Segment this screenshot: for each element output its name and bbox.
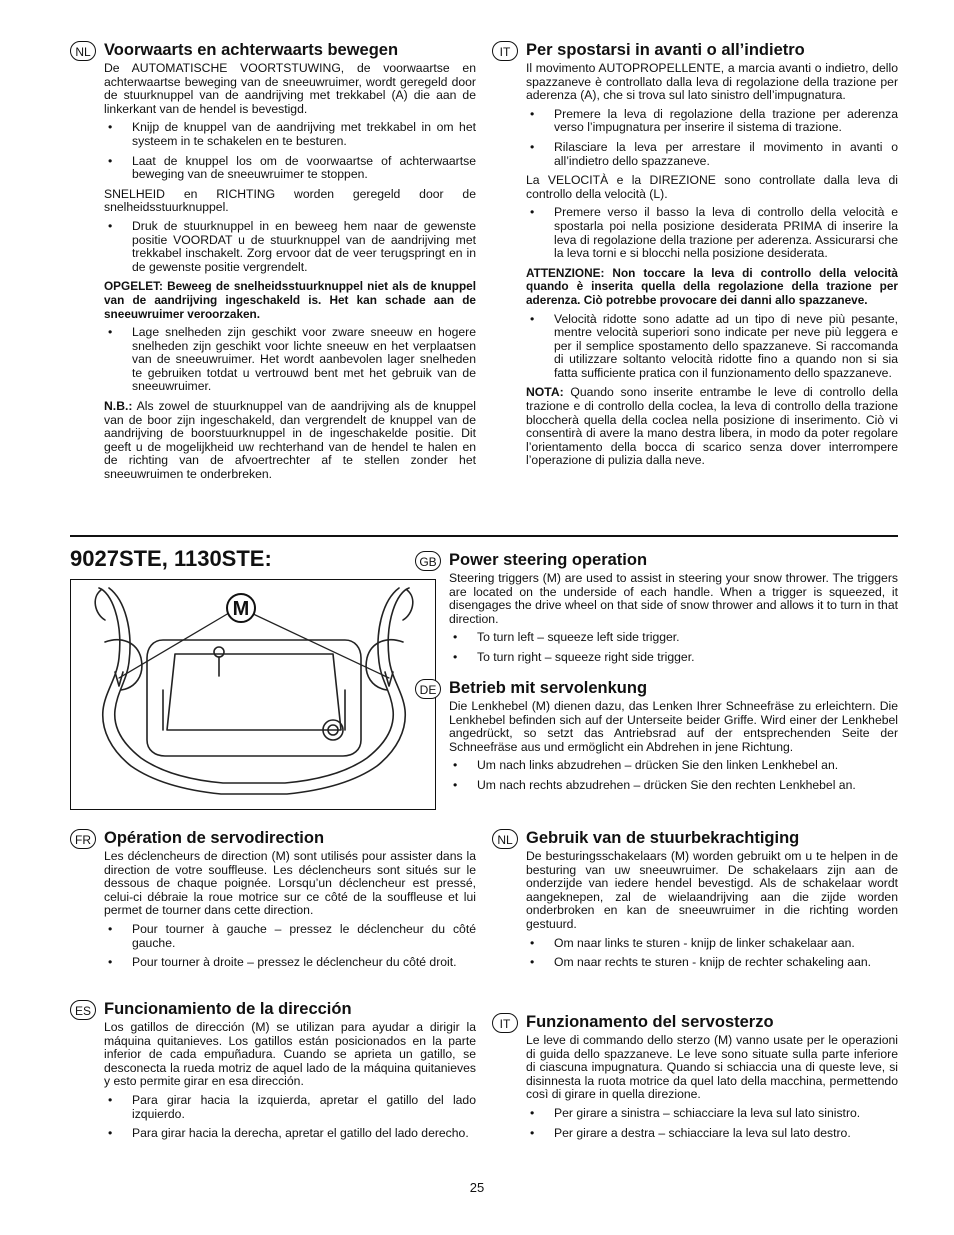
paragraph: Die Lenkhebel (M) dienen dazu, das Lenken Ihrer Schneefräse zu erleichtern. Die Lenkhebel befinden sich auf der Unterseite beider Griffe. Wird einer der Lenkhebel angedrückt, so setzt das Antriebsrad auf der entsprechenden Seite der Schneefräse aus und ermöglicht ein Abdrehen in jene Richtung. [449,699,898,754]
bullet-list [104,220,476,274]
list-item: • Premere verso il basso la leva di controllo della velocità e spostarla poi nella posizione desiderata PRIMA di inserire la leva di regolazione della trazione per aderenza. Assicurarsi che la leva torni e si blocchi nella posizione desiderata. [526,206,898,260]
snow-thrower-handle-illustration [71,580,436,810]
section-gb-power-steering [419,550,898,671]
section-header [497,828,898,850]
list-item: • Om naar links te sturen - knijp de linker schakelaar aan. [526,937,898,951]
steering-trigger-figure [70,579,436,810]
section-header [75,828,476,850]
section-nl-power-steering [497,828,898,976]
section-title: Gebruik van de stuurbekrachtiging [526,829,800,847]
list-item: • Para girar hacia la derecha, apretar el gatillo del lado derecho. [104,1127,476,1141]
section-header [74,999,476,1021]
note-text: Quando sono inserite entrambe le leve di controllo della trazione e di controllo della coclea, la leva di controllo della trazione bloccherà quella della coclea nella posizione di inserimento. Ciò vi consentirà di avere la mano destra libera, in modo da poter regolare l’orientamento della bocca di scarico senza dover interrompere l’operazione di pulizia dalla neve. [526,385,898,468]
section-nl-forward-reverse [75,40,476,487]
list-item: • Pour tourner à droite – pressez le déclencheur du côté droit. [104,956,476,970]
page-number: 25 [469,1180,485,1195]
note-text: Als zowel de stuurknuppel van de aandrijving als de knuppel van de boor zijn ingeschakeld, dan vergrendelt de knuppel van de aandrijving de boorstuurknuppel in de ingeschakelde positie. Dit geeft u de mogelijkheid uw rechterhand van de hendel te halen en de richting van de afvoertrechter af te stellen zonder het sneeuwruimen te onderbreken. [104,399,476,482]
language-badge-it: IT [492,41,518,61]
section-it-forward-reverse [499,40,898,473]
paragraph: La VELOCITÀ e la DIREZIONE sono controllate dalla leva di controllo della velocità (L). [526,173,898,201]
section-title: Per spostarsi in avanti o all’indietro [526,41,805,59]
note-label: NOTA: [526,385,564,400]
list-item: • Per girare a sinistra – schiacciare la leva sul lato sinistro. [526,1107,898,1121]
list-item: • Knijp de knuppel van de aandrijving met trekkabel in om het systeem in te schakelen en te besturen. [104,121,476,148]
section-header [419,678,898,700]
section-title: Opération de servodirection [104,829,325,847]
section-fr-power-steering [75,828,476,976]
bullet-list [104,121,476,181]
bullet-list [526,206,898,260]
paragraph: De besturingsschakelaars (M) worden gebruikt om u te helpen in de besturing van uw sneeuwruimer. De schakelaars zijn aan de onderzijde van iedere hendel bevestigd. Als de schakelaar wordt aangeknepen, zal de wielaandrijving aan die zijde worden onderbroken en kan de sneeuwruimer in die richting worden gestuurd. [526,849,898,931]
section-header [419,550,898,572]
section-title: Funcionamiento de la dirección [104,1000,352,1018]
language-badge-es: ES [70,1000,96,1020]
section-divider [70,535,898,537]
list-item: • Pour tourner à gauche – pressez le déclencheur du côté gauche. [104,923,476,950]
bullet-list [526,108,898,168]
language-badge-nl: NL [492,829,518,849]
section-de-power-steering [419,678,898,799]
section-header [499,1012,898,1034]
list-item: • Om naar rechts te sturen - knijp de rechter schakeling aan. [526,956,898,970]
note-paragraph [526,386,898,468]
note-paragraph [104,400,476,482]
section-header [499,40,898,62]
note-label: N.B.: [104,399,133,414]
bullet-list [104,326,476,394]
paragraph: De AUTOMATISCHE VOORTSTUWING, de voorwaartse en achterwaartse beweging van de sneeuwruimer, wordt geregeld door de stuurknuppel van de aandrijving met trekkabel (A) die aan de linkerkant van de hendel is bevestigd. [104,61,476,116]
list-item: • Velocità ridotte sono adatte ad un tipo di neve più pesante, mentre velocità superiori sono indicate per neve più leggera e per il semplice spostamento dello spazzaneve. Si raccomanda di utilizzare soltanto velocità ridotte fino a quando non si sia fatta sufficiente pratica con il funzionamento dello spazzaneve. [526,313,898,381]
language-badge-gb: GB [415,551,441,571]
list-item: • Para girar hacia la izquierda, apretar el gatillo del lado izquierdo. [104,1094,476,1121]
list-item: • Premere la leva di regolazione della trazione per aderenza verso l’impugnatura per inserire il sistema di trazione. [526,108,898,135]
section-header [75,40,476,62]
list-item: • To turn left – squeeze left side trigger. [449,631,898,645]
section-it-power-steering [499,1012,898,1146]
paragraph: Los gatillos de dirección (M) se utilizan para ayudar a dirigir la máquina quitanieves. Los gatillos están posicionados en la parte inferior de cada empuñadura. Cuando se aprieta un gatillo, se desconecta la rueda motriz de aquel lado de la máquina quitanieves y esto permite girar en esa dirección. [104,1020,476,1089]
warning-text: ATTENZIONE: Non toccare la leva di controllo della velocità quando è inserita quella della regolazione della trazione per aderenza. Ciò potrebbe provocare dei danni allo spazzaneve. [526,265,898,307]
language-badge-fr: FR [70,829,96,849]
list-item: • Um nach links abzudrehen – drücken Sie den linken Lenkhebel an. [449,759,898,773]
list-item: • To turn right – squeeze right side trigger. [449,651,898,665]
bullet-list [449,759,898,792]
list-item: • Lage snelheden zijn geschikt voor zware sneeuw en hogere snelheden zijn geschikt voor lichte sneeuw en het verplaatsen van de sneeuwruimer. Het wordt aanbevolen lager snelheden te gebruiken totdat u vertrouwd bent met het gebruik van de sneeuwruimer. [104,326,476,394]
bullet-list [104,923,476,970]
paragraph: Les déclencheurs de direction (M) sont utilisés pour assister dans la direction de votre souffleuse. Les déclencheurs sont situés sur le dessous de chaque poignée. Lorsqu’un déclencheur est pressé, celui-ci débraie la roue motrice sur ce côté de la souffleuse et lui permet de tourner dans cette direction. [104,849,476,918]
bullet-list [526,937,898,970]
language-badge-it: IT [492,1013,518,1033]
language-badge-de: DE [415,679,441,699]
bullet-list [526,313,898,381]
paragraph: Steering triggers (M) are used to assist in steering your snow thrower. The triggers are located on the underside of each handle. When a trigger is squeezed, it disengages the drive wheel on that side of snow thrower and allows it to turn in that direction. [449,571,898,626]
paragraph: SNELHEID en RICHTING worden geregeld door de snelheidsstuurknuppel. [104,186,476,215]
section-title: Voorwaarts en achterwaarts bewegen [104,41,399,59]
bullet-list [104,1094,476,1141]
section-title: Betrieb mit servolenkung [449,679,648,697]
section-title: Power steering operation [449,551,648,569]
list-item: • Um nach rechts abzudrehen – drücken Sie den rechten Lenkhebel an. [449,779,898,793]
list-item: • Laat de knuppel los om de voorwaartse of achterwaartse beweging van de sneeuwruimer te stoppen. [104,155,476,182]
section-title: Funzionamento del servosterzo [526,1013,774,1031]
list-item: • Rilasciare la leva per arrestare il movimento in avanti o all’indietro dello spazzaneve. [526,141,898,168]
list-item: • Per girare a destra – schiacciare la leva sul lato destro. [526,1127,898,1141]
paragraph: Il movimento AUTOPROPELLENTE, a marcia avanti o indietro, dello spazzaneve è controllato dalla leva di regolazione della trazione per aderenza (A), che si trova sul lato sinistro dell’impugnatura. [526,61,898,103]
warning-text: OPGELET: Beweeg de snelheidsstuurknuppel niet als de knuppel van de aandrijving ingeschakeld is. Het kan schade aan de sneeuwruimer veroorzaken. [104,279,476,321]
list-item: • Druk de stuurknuppel in en beweeg hem naar de gewenste positie VOORDAT u de stuurknuppel van de aandrijving met trekkabel inschakelt. Zorg ervoor dat de veer terugspringt en in de gewenste positie vergrendelt. [104,220,476,274]
model-heading: 9027STE, 1130STE: [70,546,272,571]
bullet-list [526,1107,898,1140]
paragraph: Le leve di commando dello sterzo (M) vanno usate per le operazioni di guida dello spazzaneve. Le leve sono situate sulla parte inferiore di ciascuna impugnatura. Quando si schiaccia una di queste leve, si disinnesta la ruota motrice da quel lato della macchina, permettendo così di girare in quella direzione. [526,1033,898,1102]
language-badge-nl: NL [70,41,96,61]
section-es-power-steering [74,999,476,1147]
callout-label-m: M [232,598,250,620]
bullet-list [449,631,898,664]
